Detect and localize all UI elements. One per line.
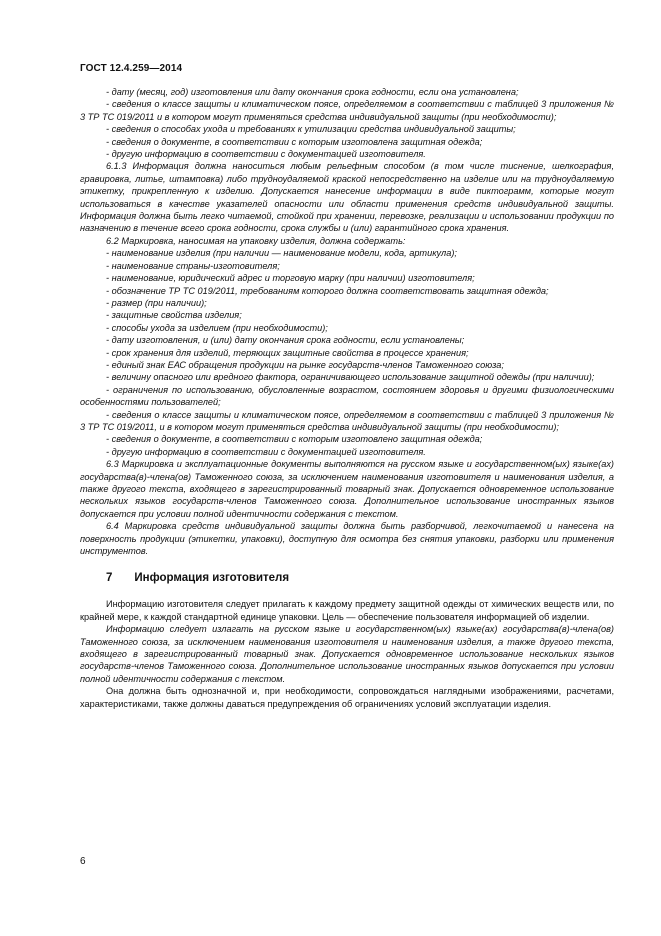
- list-item: - обозначение ТР ТС 019/2011, требованиям которого должна соответствовать защитная одежда;: [106, 285, 549, 296]
- paragraph: - сведения о документе, в соответствии с которым изготовлена защитная одежда;: [106, 136, 483, 147]
- list-item: - размер (при наличии);: [106, 297, 207, 308]
- clause-6-3: 6.3 Маркировка и эксплуатационные документы выполняются на русском языке и государственном(ых) языке(ах) государства(в)-члена(ов) Таможенного союза, за исключением наименования изготовителя и наименования изделия, а также другого текста, входящего в зарегистрированный товарный знак. Допускается одновременное использование нескольких языков государств-членов Таможенного союза. Дополнительное использование иностранных языков допускается при условии полной идентичности содержания с текстом.: [80, 459, 614, 519]
- list-item: - наименование страны-изготовителя;: [106, 260, 280, 271]
- section-heading: [80, 572, 614, 584]
- clause-6-1-3: 6.1.3 Информация должна наноситься любым рельефным способом (в том числе тиснение, шелкография, гравировка, литье, штамповка) либо трудноудаляемой краской непосредственно на изделие или на трудноудаляемую этикетку, прикрепленную к изделию. Допускается нанесение информации в виде пиктограмм, которые могут использоваться в качестве указателей опасности или области применения средств индивидуальной защиты. Информация должна быть легко читаемой, стойкой при хранении, перевозке, реализации и использовании продукции по назначению в течение всего срока годности, срока службы и (или) гарантийного срока хранения.: [80, 161, 614, 234]
- page-number: 6: [80, 856, 86, 867]
- list-item: - срок хранения для изделий, теряющих защитные свойства в процессе хранения;: [106, 347, 469, 358]
- list-item: - наименование изделия (при наличии — наименование модели, кода, артикула);: [106, 248, 457, 259]
- list-item: - сведения о документе, в соответствии с которым изготовлено защитная одежда;: [106, 434, 483, 445]
- section-paragraph: Информацию изготовителя следует прилагать к каждому предмету защитной одежды от химических веществ или, по крайней мере, к каждой стандартной единице упаковки. Цель — обеспечение пользователя информацией об изделии.: [80, 599, 614, 622]
- section-number: 7: [106, 572, 113, 585]
- section-paragraph: Информацию следует излагать на русском языке и государственном(ых) языке(ах) государства(в)-члена(ов) Таможенного союза, за исключением наименования изготовителя и наименования изделия, а также другого текста, входящего в зарегистрированный товарный знак. Допускается одновременное использование нескольких языков государств-членов Таможенного союза. Дополнительное использование иностранных языков допускается при условии полной идентичности содержания с текстом.: [80, 624, 614, 684]
- section-title: Информация изготовителя: [134, 572, 290, 585]
- clause-6-2: 6.2 Маркировка, наносимая на упаковку изделия, должна содержать:: [106, 235, 406, 246]
- paragraph: - сведения о способах ухода и требованиях к утилизации средства индивидуальной защиты;: [106, 124, 516, 135]
- list-item: - защитные свойства изделия;: [106, 310, 242, 321]
- document-header: ГОСТ 12.4.259—2014: [80, 63, 183, 74]
- paragraph: - сведения о классе защиты и климатическом поясе, определяемом в соответствии с таблицей 3 приложения № 3 ТР ТС 019/2011 и в котором могут применяться средства индивидуальной защиты (при необходимости);: [80, 99, 614, 122]
- list-item: - другую информацию в соответствии с документацией изготовителя.: [106, 446, 426, 457]
- list-item: - способы ухода за изделием (при необходимости);: [106, 322, 328, 333]
- list-item: - ограничения по использованию, обусловленные возрастом, состоянием здоровья и другими физиологическими особенностями пользователей;: [80, 384, 614, 408]
- section-paragraph: Она должна быть однозначной и, при необходимости, сопровождаться наглядными изображениями, расчетами, характеристиками, также должны даваться предупреждения об ограничениях условий эксплуатации изделия.: [80, 686, 614, 709]
- clause-6-4: 6.4 Маркировка средств индивидуальной защиты должна быть разборчивой, легкочитаемой и нанесена на поверхность продукции (этикетки, упаковки), доступную для осмотра без снятия упаковки, разборки или применения инструментов.: [80, 521, 614, 557]
- list-item: - дату изготовления, и (или) дату окончания срока годности, если установлены;: [106, 335, 465, 346]
- list-item: - сведения о классе защиты и климатическом поясе, определяемом в соответствии с таблицей 3 приложения № 3 ТР ТС 019/2011, и в котором могут применяться средства индивидуальной защиты (при необходимости);: [80, 409, 614, 432]
- paragraph: - другую информацию в соответствии с документацией изготовителя.: [106, 149, 426, 160]
- paragraph: - дату (месяц, год) изготовления или дату окончания срока годности, если она установлена;: [106, 87, 519, 97]
- document-body: [80, 86, 614, 710]
- list-item: - единый знак ЕАС обращения продукции на рынке государств-членов Таможенного союза;: [106, 359, 504, 370]
- list-item: - величину опасного или вредного фактора, ограничивающего использование защитной одежды (при наличии);: [106, 372, 595, 383]
- list-item: - наименование, юридический адрес и торговую марку (при наличии) изготовителя;: [106, 273, 475, 284]
